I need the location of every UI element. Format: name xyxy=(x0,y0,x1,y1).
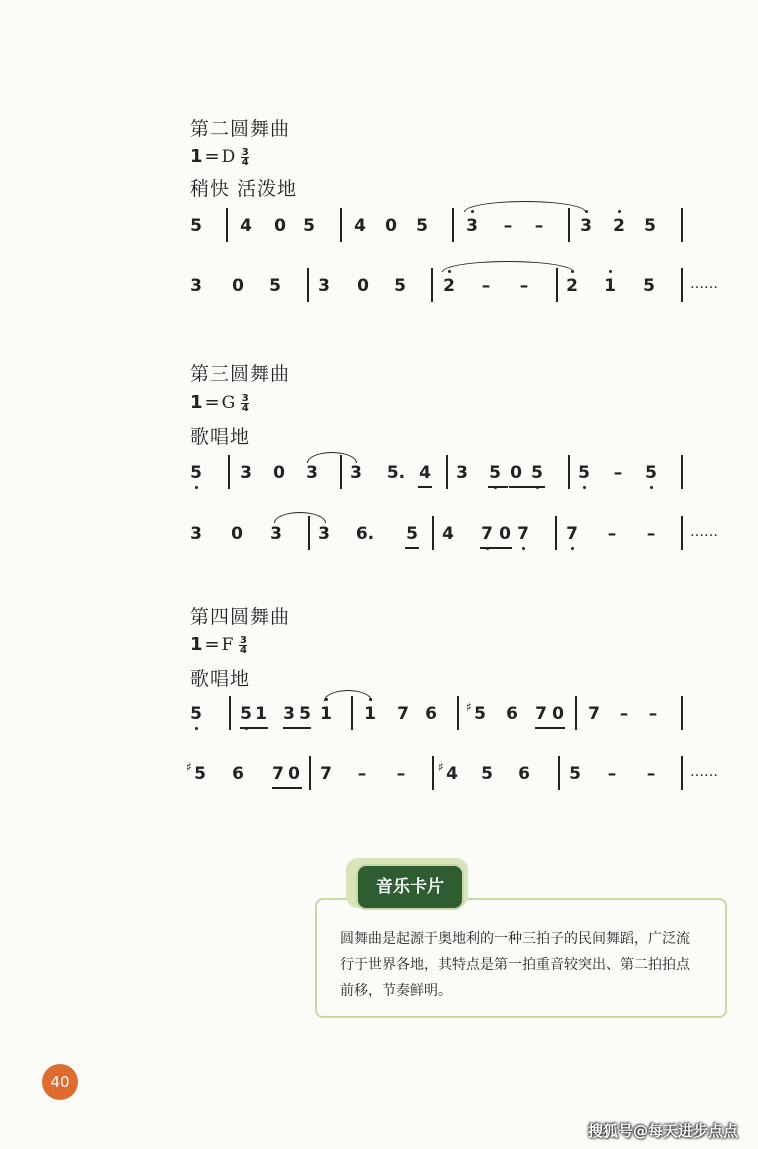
bar-line xyxy=(308,516,310,550)
key-one: 1 xyxy=(190,146,203,167)
underline xyxy=(480,547,512,549)
note: 3 xyxy=(318,524,330,544)
note: – xyxy=(481,276,491,296)
bar-line xyxy=(432,756,434,790)
key-note: D xyxy=(221,147,236,167)
key-eq: = xyxy=(204,634,220,655)
key-signature xyxy=(190,392,249,413)
note: – xyxy=(607,764,617,784)
note: 7 xyxy=(588,704,600,724)
music-card-label: 音乐卡片 xyxy=(356,864,464,910)
bar-line xyxy=(340,208,342,242)
bar-line xyxy=(681,268,683,302)
sharp-sign: ♯ xyxy=(466,700,472,714)
note: – xyxy=(613,463,623,483)
note: – xyxy=(396,764,406,784)
bar-line xyxy=(226,208,228,242)
key-eq: = xyxy=(204,392,220,413)
note: 7 xyxy=(564,524,580,544)
note: 0 xyxy=(357,276,369,296)
note: 3 xyxy=(240,463,252,483)
note: – xyxy=(503,216,513,236)
note: 1 xyxy=(602,276,618,296)
note: 2 xyxy=(441,276,457,296)
tie-mark xyxy=(442,261,574,272)
note: 5 xyxy=(529,463,545,483)
note: 2 xyxy=(564,276,580,296)
note: – xyxy=(357,764,367,784)
note: 3 xyxy=(190,276,202,296)
bar-line xyxy=(556,268,558,302)
note: – xyxy=(648,704,658,724)
bar-line xyxy=(340,455,342,489)
note: – xyxy=(619,704,629,724)
note: – xyxy=(607,524,617,544)
note: 2 xyxy=(611,216,627,236)
bar-line xyxy=(431,268,433,302)
key-signature xyxy=(190,146,249,167)
time-signature: $\frac{3}{4}$ xyxy=(241,392,249,414)
bar-line xyxy=(446,455,448,489)
watermark: 搜狐号@每天进步点点 xyxy=(588,1122,739,1140)
key-eq: = xyxy=(204,146,220,167)
bar-line xyxy=(681,208,683,242)
ellipsis: …… xyxy=(690,276,718,292)
key-one: 1 xyxy=(190,634,203,655)
note: 6 xyxy=(506,704,518,724)
bar-line xyxy=(568,208,570,242)
note: 0 xyxy=(385,216,397,236)
note: 3 xyxy=(283,704,295,724)
key-one: 1 xyxy=(190,392,203,413)
tie-mark xyxy=(324,690,372,701)
section-title: 第三圆舞曲 xyxy=(190,363,291,385)
note: – xyxy=(519,276,529,296)
note: 0 xyxy=(273,463,285,483)
bar-line xyxy=(351,696,353,730)
tie-mark xyxy=(274,512,326,523)
time-signature: $\frac{3}{4}$ xyxy=(241,146,249,168)
note: 5 xyxy=(194,764,206,784)
note: 4 xyxy=(354,216,366,236)
note: 5 xyxy=(188,463,204,483)
note: 3 xyxy=(456,463,468,483)
note: 6. xyxy=(355,524,375,544)
bar-line xyxy=(681,455,683,489)
note: 3 xyxy=(464,216,480,236)
bar-line xyxy=(681,696,683,730)
tempo-marking: 歌唱地 xyxy=(190,668,251,690)
note: 7 xyxy=(535,704,547,724)
note: 6 xyxy=(232,764,244,784)
note: 5 xyxy=(643,463,659,483)
underline xyxy=(509,486,545,488)
ellipsis: …… xyxy=(690,524,718,540)
note: – xyxy=(646,764,656,784)
note: 3 xyxy=(190,524,202,544)
sharp-sign: ♯ xyxy=(438,760,444,774)
note: 0 xyxy=(552,704,564,724)
note: 5 xyxy=(394,276,406,296)
bar-line xyxy=(457,696,459,730)
note: 5 xyxy=(188,704,204,724)
key-note: F xyxy=(221,635,234,655)
note: 3 xyxy=(318,276,330,296)
bar-line xyxy=(309,756,311,790)
bar-line xyxy=(575,696,577,730)
underline xyxy=(272,787,302,789)
note: 5 xyxy=(269,276,281,296)
note: 0 xyxy=(274,216,286,236)
time-signature: $\frac{3}{4}$ xyxy=(239,634,247,656)
note: – xyxy=(534,216,544,236)
bar-line xyxy=(307,268,309,302)
note: 3 xyxy=(270,524,282,544)
bar-line xyxy=(229,696,231,730)
note: 4 xyxy=(442,524,454,544)
tie-mark xyxy=(307,452,357,463)
note: 5 xyxy=(416,216,428,236)
note: 5 xyxy=(474,704,486,724)
note: 4 xyxy=(240,216,252,236)
bar-line xyxy=(681,516,683,550)
tempo-marking: 歌唱地 xyxy=(190,426,251,448)
note: 4 xyxy=(419,463,431,483)
note: 6 xyxy=(425,704,437,724)
note: 5 xyxy=(569,764,581,784)
underline xyxy=(240,727,268,729)
note: 0 xyxy=(499,524,511,544)
sharp-sign: ♯ xyxy=(186,760,192,774)
page-number: 40 xyxy=(42,1064,78,1100)
note: 7 xyxy=(320,764,332,784)
tempo-marking: 稍快 活泼地 xyxy=(190,178,298,200)
note: 0 xyxy=(231,524,243,544)
ellipsis: …… xyxy=(690,764,718,780)
note: 1 xyxy=(362,704,378,724)
bar-line xyxy=(568,455,570,489)
bar-line xyxy=(452,208,454,242)
bar-line xyxy=(432,516,434,550)
note: 5 xyxy=(406,524,418,544)
note: 3 xyxy=(306,463,318,483)
key-note: G xyxy=(221,393,236,413)
note: 3 xyxy=(350,463,362,483)
note: 7 xyxy=(397,704,409,724)
bar-line xyxy=(228,455,230,489)
note: 0 xyxy=(288,764,300,784)
note: 1 xyxy=(318,704,334,724)
bar-line xyxy=(558,756,560,790)
note: 5 xyxy=(644,216,656,236)
note: 5 xyxy=(643,276,655,296)
note: 4 xyxy=(446,764,458,784)
underline xyxy=(405,547,419,549)
note: 0 xyxy=(232,276,244,296)
underline xyxy=(535,727,565,729)
note: 5 xyxy=(238,704,254,724)
section-title: 第二圆舞曲 xyxy=(190,118,291,140)
note: 0 xyxy=(510,463,522,483)
note: 6 xyxy=(518,764,530,784)
section-title: 第四圆舞曲 xyxy=(190,606,291,628)
note: 1 xyxy=(255,704,267,724)
note: 3 xyxy=(578,216,594,236)
note: 5 xyxy=(481,764,493,784)
note: 5 xyxy=(190,216,202,236)
underline xyxy=(283,727,311,729)
underline xyxy=(488,486,508,488)
note: – xyxy=(646,524,656,544)
bar-line xyxy=(681,756,683,790)
music-card-text: 圆舞曲是起源于奥地利的一种三拍子的民间舞蹈，广泛流行于世界各地，其特点是第一拍重音较突出、第二拍拍点前移，节奏鲜明。 xyxy=(340,931,690,999)
note: 5 xyxy=(299,704,311,724)
note: 5. xyxy=(386,463,406,483)
note: 7 xyxy=(479,524,495,544)
bar-line xyxy=(555,516,557,550)
underline xyxy=(418,486,432,488)
note: 7 xyxy=(272,764,284,784)
note: 5 xyxy=(487,463,503,483)
note: 5 xyxy=(303,216,315,236)
note: 7 xyxy=(515,524,531,544)
key-signature xyxy=(190,634,247,655)
note: 5 xyxy=(576,463,592,483)
